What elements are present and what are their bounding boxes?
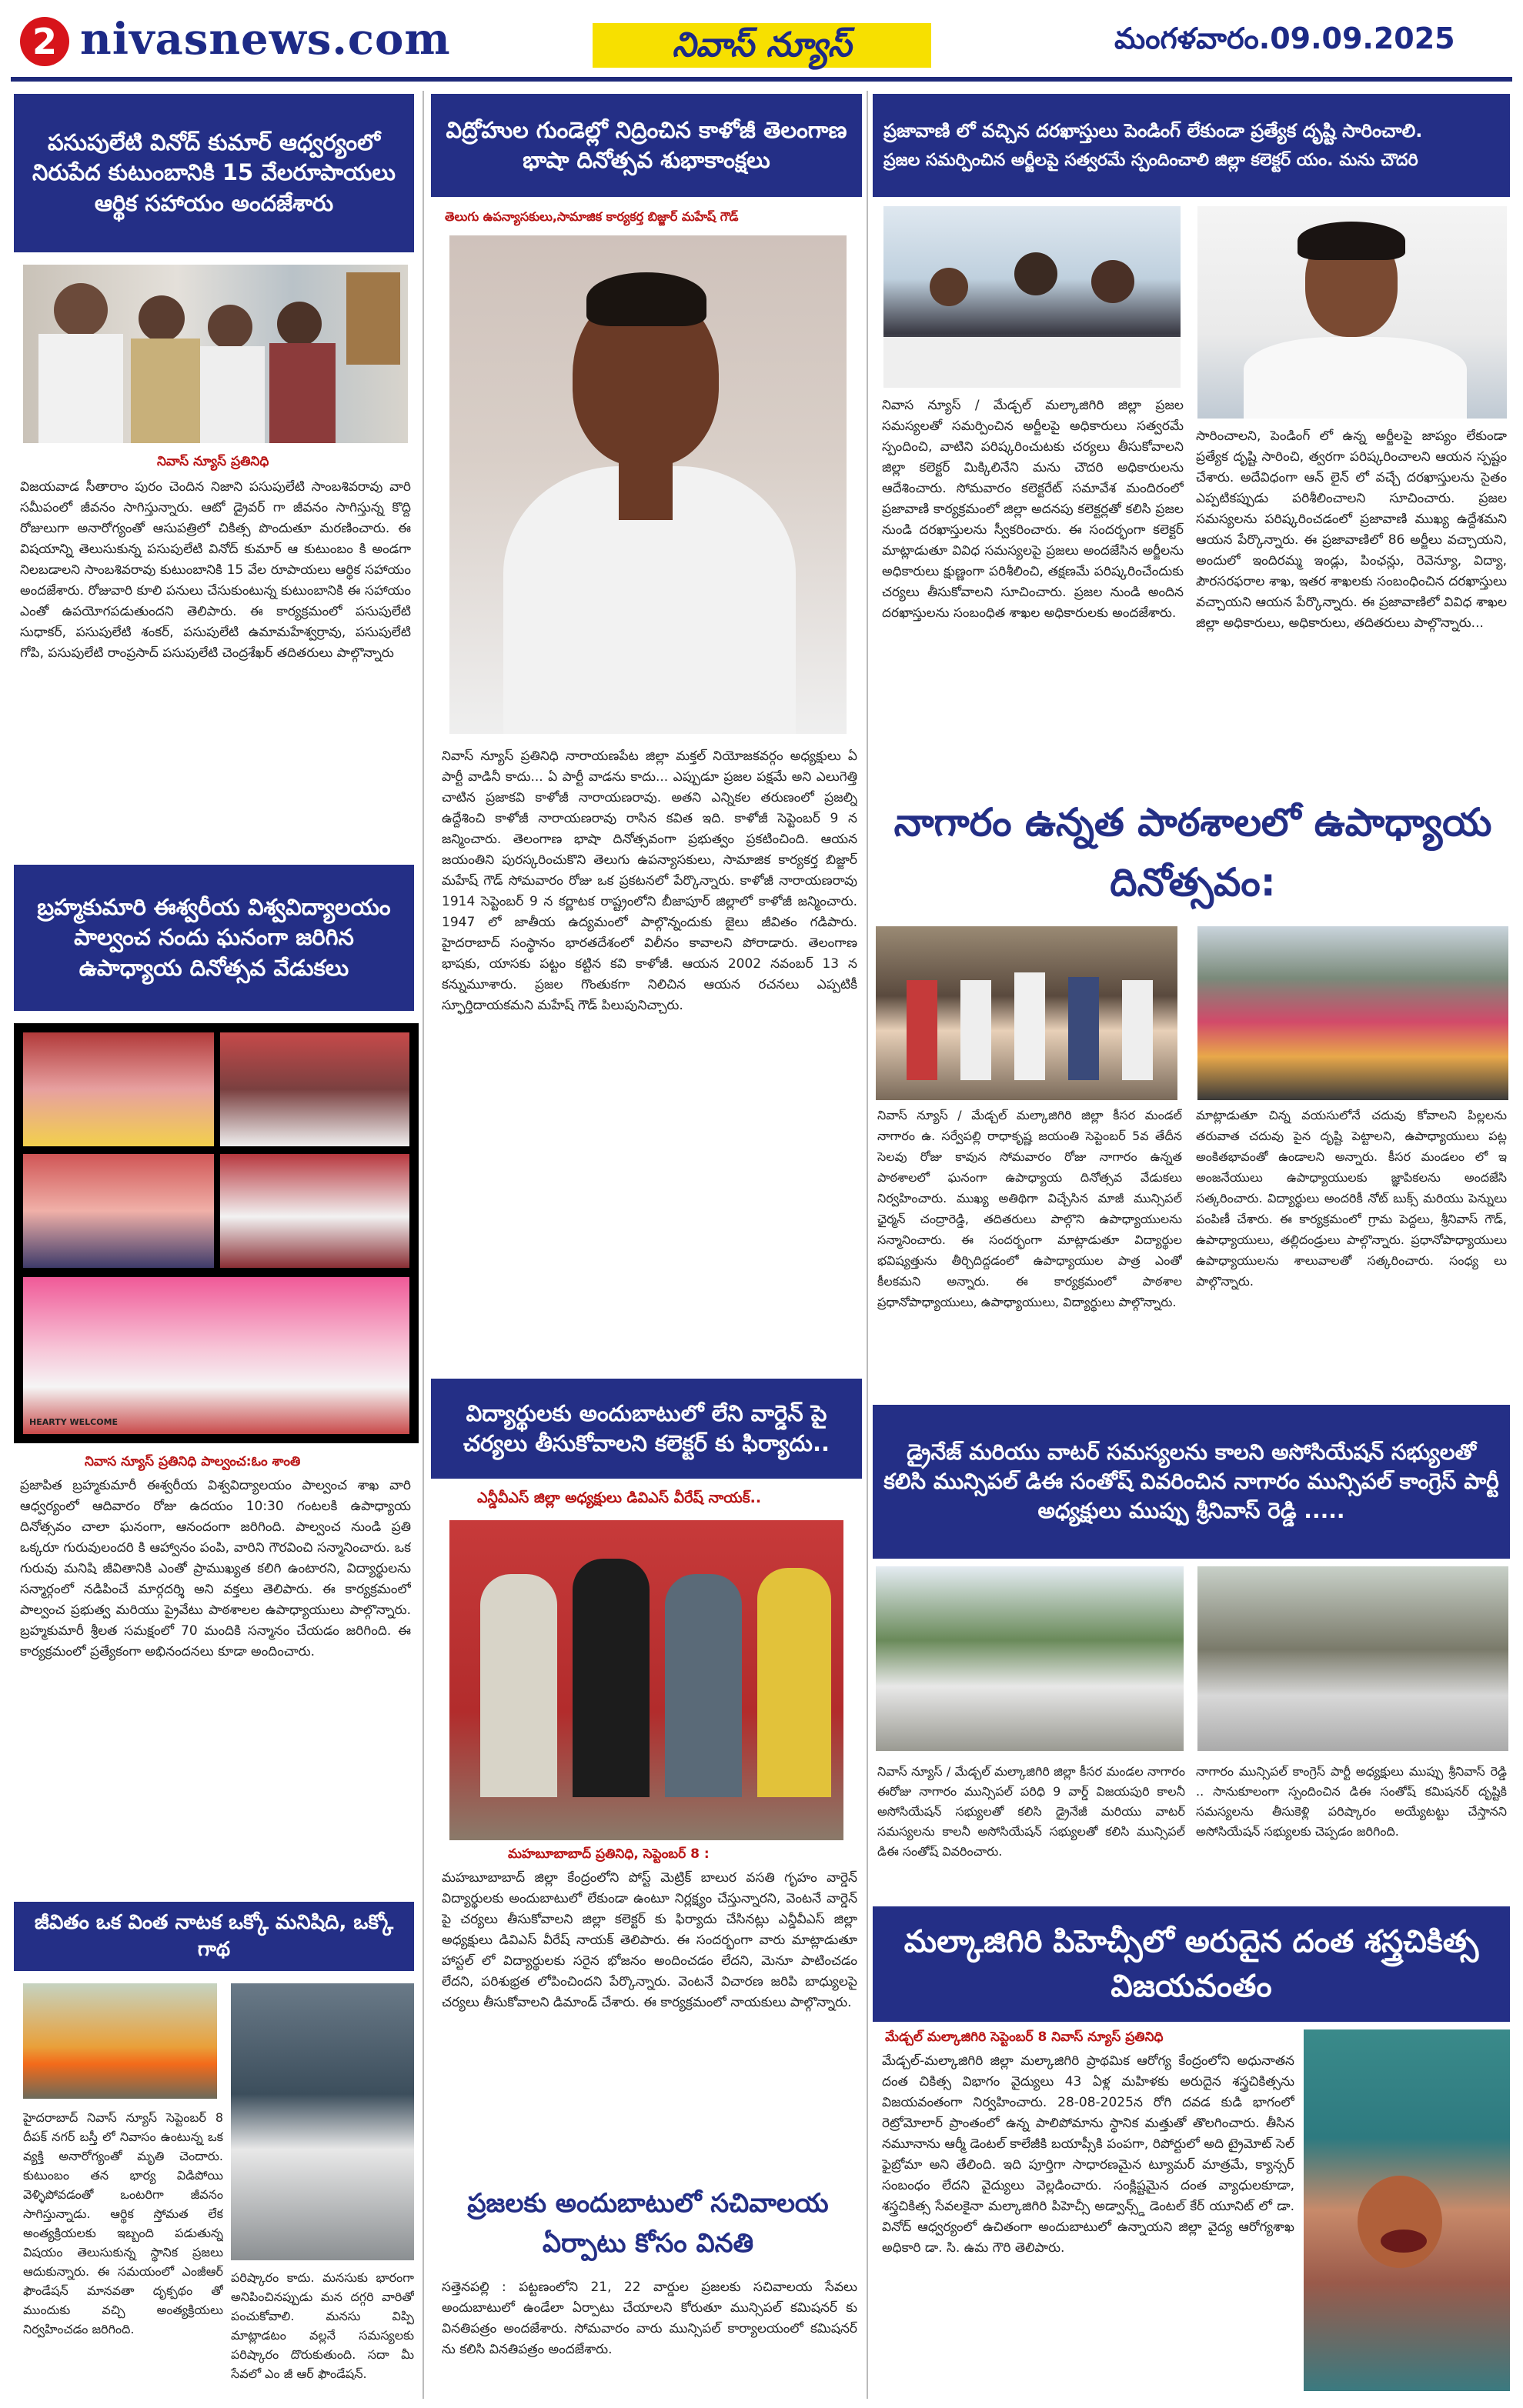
col2-art2-headline: విద్యార్థులకు అందుబాటులో లేని వార్డెన్ పై చర్యలు తీసుకోవాలని కలెక్టర్ కు ఫిర్యాదు..	[431, 1379, 862, 1479]
col2-art2-byline: మహబూబాబాద్ ప్రతినిధి, సెప్టెంబర్ 8 :	[508, 1846, 710, 1862]
col2-art3-headline: ప్రజలకు అందుబాటులో సచివాలయ ఏర్పాటు కోసం వినతి	[467, 2188, 829, 2259]
col1-art3-headline: జీవితం ఒక వింత నాటక ఒక్కో మనిషిది, ఒక్కో గాథ	[14, 1902, 414, 1971]
col1-art1-headline: పసుపులేటి వినోద్ కుమార్ ఆధ్వర్యంలో నిరుపేద కుటుంబానికి 15 వేలరూపాయలు ఆర్థిక సహాయం అందజేశారు	[14, 94, 414, 252]
site-url[interactable]: nivasnews.com	[80, 14, 451, 65]
col3-art2-photo-group	[1197, 926, 1508, 1100]
col1-art3-photo-fire	[23, 1983, 217, 2099]
col3-art1-photo-meeting	[883, 206, 1181, 388]
col3-art2-photo-ceremony	[876, 926, 1177, 1100]
hearty-welcome-label: HEARTY WELCOME	[29, 1417, 119, 1427]
col1-art3-photo-people	[231, 1983, 414, 2260]
col3-art1-headline: ప్రజావాణి లో వచ్చిన దరఖాస్తులు పెండింగ్ లేకుండా ప్రత్యేక దృష్టి సారించాలి. ప్రజల సమర్పించిన అర్జీలపై సత్వరమే స్పందించాలి జిల్లా కలెక్టర్ యం. మను చౌదరి	[873, 94, 1510, 197]
col2-art1-subline: తెలుగు ఉపన్యాసకులు,సామాజిక కార్యకర్త బిజ్జార్ మహేష్ గౌడ్	[445, 209, 739, 224]
column-divider-2	[867, 91, 868, 2399]
col3-art1-headline2: ప్రజల సమర్పించిన అర్జీలపై సత్వరమే స్పందించాలి జిల్లా కలెక్టర్ యం. మను చౌదరి	[883, 151, 1418, 171]
col3-art1-photo-collector	[1197, 206, 1507, 419]
col2-art1-body: నివాస్ న్యూస్ ప్రతినిధి నారాయణపేట జిల్లా మక్తల్ నియోజకవర్గం అధ్యక్షులు ఏ పార్టీ వాడినీ కాదు... ఏ పార్టీ వాడను కాదు... ఎప్పుడూ ప్రజల పక్షమే అని ఎలుగెత్తి చాటిన ప్రజాకవి కాళోజీ నారాయణరావు. అతని ఎన్నికల తరుణంలో ప్రజల్ని ఉద్దేశించి కాళోజీ నారాయణరావు రాసిన కవిత ఇది. కాళోజీ సెప్టెంబర్ 9 న జన్మించారు. తెలంగాణ భాషా దినోత్సవంగా ప్రభుత్వం ప్రకటించింది. ఆయన జయంతిని పురస్కరించుకొని తెలుగు ఉపన్యాసకులు, సామాజిక కార్యకర్త బిజ్జార్ మహేష్ గౌడ్ సోమవారం రోజు ఒక ప్రకటనలో పేర్కొన్నారు. కాళోజీ నారాయణరావు 1914 సెప్టెంబర్ 9 న కర్ణాటక రాష్ట్రంలోని బీజాపూర్ జిల్లాలో కాళోజీ జన్మించారు. 1947 లో జాతీయ ఉద్యమంలో పాల్గొన్నందుకు జైలు జీవితం గడిపారు. హైదరాబాద్ సంస్థానం భారతదేశంలో విలీనం కావాలని పోరాడారు. తెలంగాణ భాషకు, యాసకు పట్టం కట్టిన కవి కాళోజీ. ఆయన 2002 నవంబర్ 13 న కన్నుమూశారు. ప్రజల గొంతుకగా నిలిచిన ఆయన రచనలు ఎప్పటికీ స్ఫూర్తిదాయకమని మహేష్ గౌడ్ పిలుపునిచ్చారు.	[442, 749, 857, 1013]
col1-art1-byline: నివాస్ న్యూస్ ప్రతినిధి	[157, 454, 269, 469]
col2-art1-headline: విద్రోహుల గుండెల్లో నిద్రించిన కాళోజీ తెలంగాణ భాషా దినోత్సవ శుభాకాంక్షలు	[431, 94, 862, 197]
col1-art2-headline: బ్రహ్మకుమారి ఈశ్వరీయ విశ్వవిద్యాలయం పాల్వంచ నందు ఘనంగా జరిగిన ఉపాధ్యాయ దినోత్సవ వేడుకలు	[14, 865, 414, 1011]
col3-art1-body-left: నివాస న్యూస్ / మేడ్చల్ మల్కాజిగిరి జిల్లా ప్రజల సమస్యలతో సమర్పించిన అర్జీలపై అధికారులు సత్వరమే స్పందించి, వాటిని పరిష్కరించుటకు చర్యలు తీసుకోవాలని జిల్లా కలెక్టర్ మిక్కిలినేని మను చౌదరి అధికారులను ఆదేశించారు. సోమవారం కలెక్టరేట్ సమావేశ మందిరంలో ప్రజావాణి కార్యక్రమంలో జిల్లా అదనపు కలెక్టర్లతో కలిసి ప్రజల నుండి దరఖాస్తులను స్వీకరించారు. ఈ సందర్భంగా కలెక్టర్ మాట్లాడుతూ వివిధ సమస్యలపై ప్రజలు అందజేసిన అర్జీలను అధికారులు క్షుణ్ణంగా పరిశీలించి, తక్షణమే పరిష్కరించేందుకు చర్యలు తీసుకోవాలని సూచించారు. ప్రజల నుండి అందిన దరఖాస్తులను సంబంధిత శాఖల అధికారులకు అందజేశారు.	[882, 398, 1184, 621]
issue-date: మంగళవారం.09.09.2025	[1114, 22, 1455, 55]
column-divider-1	[422, 91, 424, 2399]
col3-art4-byline: మేడ్చల్ మల్కాజిగిరి సెప్టెంబర్ 8 నివాస్ న్యూస్ ప్రతినిధి	[885, 2029, 1164, 2045]
col3-art4-photo-dental	[1304, 2029, 1510, 2391]
col1-art2-body: ప్రజాపిత బ్రహ్మకుమారీ ఈశ్వరీయ విశ్వవిద్యాలయం పాల్వంచ శాఖ వారి ఆధ్వర్యంలో ఆదివారం రోజు ఉదయం 10:30 గంటలకి ఉపాధ్యాయ దినోత్సవం చాలా ఘనంగా, ఆనందంగా జరిగింది. పాల్వంచ నుండి ప్రతి ఒక్కరూ గురువులందరి కి ఆహ్వానం పంపి, వారిని గౌరవించి సన్మానించారు. ఒక గురువు మనిషి జీవితానికి ఎంతో ప్రాముఖ్యత కలిగి ఉంటారని, విద్యార్థులను సన్మార్గంలో నడిపించే మార్గదర్శి అని వక్తలు తెలిపారు. ఈ కార్యక్రమంలో పాల్వంచ ప్రభుత్వ మరియు ప్రైవేటు పాఠశాలల ఉపాధ్యాయులు పాల్గొన్నారు. బ్రహ్మకుమారీ శ్రీలత సమక్షంలో 70 మందికి సన్మానం చేయడం జరిగింది. ఈ కార్యక్రమంలో ప్రత్యేకంగా అభినందనలు కూడా అందించారు.	[20, 1478, 411, 1659]
col2-art3-body: సత్తెనపల్లి : పట్టణంలోని 21, 22 వార్డుల ప్రజలకు సచివాలయ సేవలు అందుబాటులో ఉండేలా ఏర్పాటు చేయాలని కోరుతూ మున్సిపల్ కమిషనర్ కు వినతిపత్రం అందజేశారు. సోమవారం వారు మున్సిపల్ కార్యాలయంలో కమిషనర్ ను కలిసి వినతిపత్రం అందజేశారు.	[442, 2280, 857, 2357]
col2-art1-portrait	[449, 235, 847, 734]
col2-art2-subline: ఎన్డీవీఎస్ జిల్లా అధ్యక్షులు డివిఎస్ వీరేష్ నాయక్..	[477, 1489, 762, 1506]
col2-art2-body: మహబూబాబాద్ జిల్లా కేంద్రంలోని పోస్ట్ మెట్రిక్ బాలుర వసతి గృహం వార్డెన్ విద్యార్థులకు అందుబాటులో లేకుండా ఉంటూ నిర్లక్ష్యం చేస్తున్నారని, వెంటనే వార్డెన్ పై చర్యలు తీసుకోవాలని జిల్లా కలెక్టర్ కు ఫిర్యాదు చేసినట్లు ఎన్డీవీఎస్ జిల్లా అధ్యక్షులు డివిఎస్ వీరేష్ నాయక్ తెలిపారు. ఈ సందర్భంగా వారు మాట్లాడుతూ హాస్టల్ లో విద్యార్థులకు సరైన భోజనం అందించడం లేదని, మెనూ పాటించడం లేదని, పరిశుభ్రత లోపించిందని పేర్కొన్నారు. వెంటనే విచారణ జరిపి బాధ్యులపై చర్యలు తీసుకోవాలని డిమాండ్ చేశారు. ఈ కార్యక్రమంలో నాయకులు పాల్గొన్నారు.	[442, 1870, 857, 2010]
col3-art3-body-left: నివాస్ న్యూస్ / మేడ్చల్ మల్కాజిగిరి జిల్లా కీసర మండల నాగారం ఈరోజు నాగారం మున్సిపల్ పరిధి 9 వార్డ్ విజయపురి కాలనీ అసోసియేషన్ సభ్యులతో కలిసి డ్రైనేజీ మరియు వాటర్ సమస్యలను కాలనీ అసోసియేషన్ సభ్యులతో కలిసి మున్సిపల్ డిఈ సంతోష్ వివరించారు.	[877, 1764, 1185, 1859]
col3-art1-body-right: సారించాలని, పెండింగ్ లో ఉన్న అర్జీలపై జాప్యం లేకుండా ప్రత్యేక దృష్టి సారించి, త్వరగా పరిష్కరించాలని ఆయన స్పష్టం చేశారు. అదేవిధంగా ఆన్ లైన్ లో వచ్చే దరఖాస్తులను సైతం ఎప్పటికప్పుడు పరిశీలించాలని సూచించారు. ప్రజల సమస్యలను పరిష్కరించడంలో ప్రజావాణి ముఖ్య ఉద్దేశమని ఆయన పేర్కొన్నారు. ఈ ప్రజావాణిలో 86 అర్జీలు వచ్చాయని, అందులో ఇందిరమ్మ ఇండ్లు, పింఛన్లు, రెవెన్యూ, విద్యా, పౌరసరఫరాల శాఖ, ఇతర శాఖలకు సంబంధించిన దరఖాస్తులు వచ్చాయని ఆయన పేర్కొన్నారు. ఈ ప్రజావాణిలో వివిధ శాఖల జిల్లా అధికారులు, అధికారులు, తదితరులు పాల్గొన్నారు...	[1196, 429, 1507, 631]
page-number: 2	[20, 17, 69, 66]
paper-name: నివాస్ న్యూస్	[593, 23, 931, 68]
col3-art2-body-right: మాట్లాడుతూ చిన్న వయసులోనే చదువు కోవాలని పిల్లలను తరువాత చదువు పైన దృష్టి పెట్టాలని, ఉపాధ్యాయులు పట్ల అంకితభావంతో ఉండాలని అన్నారు. కీసర మండలం లో ఇ అంజనేయులు ఉపాధ్యాయులకు జ్ఞాపికలను అందజేసి సత్కరించారు. విద్యార్థులు అందరికీ నోట్ బుక్స్ మరియు పెన్నులు పంపిణీ చేశారు. ఈ కార్యక్రమంలో గ్రామ పెద్దలు, శ్రీనివాస్ గౌడ్, ఉపాధ్యాయులు, తల్లిదండ్రులు పాల్గొన్నారు. ప్రధానోపాధ్యాయులు ఉపాధ్యాయులను శాలువాలతో సత్కరించారు. సంధ్య లు పాల్గొన్నారు.	[1196, 1108, 1507, 1289]
col1-art3-body-left: హైదరాబాద్ నివాస్ న్యూస్ సెప్టెంబర్ 8 దీపక్ నగర్ బస్తీ లో నివాసం ఉంటున్న ఒక వ్యక్తి అనారోగ్యంతో మృతి చెందారు. కుటుంబం తన భార్య విడిపోయి వెళ్ళిపోవడంతో ఒంటరిగా జీవనం సాగిస్తున్నాడు. ఆర్థిక స్తోమత లేక అంత్యక్రియలకు ఇబ్బంది పడుతున్న విషయం తెలుసుకున్న స్థానిక ప్రజలు ఆదుకున్నారు. ఈ సమయంలో ఎంజీఆర్ ఫౌండేషన్ మానవతా దృక్పథం తో ముందుకు వచ్చి అంత్యక్రియలు నిర్వహించడం జరిగింది.	[23, 2110, 223, 2336]
col1-art3-body-right: పరిష్కారం కాదు. మనసుకు భారంగా అనిపించినప్పుడు మన దగ్గరి వారితో పంచుకోవాలి. మనసు విప్పి మాట్లాడటం వల్లనే సమస్యలకు పరిష్కారం దొరుకుతుంది. సదా మీ సేవలో ఎం జీ ఆర్ ఫౌండేషన్.	[231, 2270, 414, 2381]
col3-art3-photo-left	[876, 1566, 1184, 1751]
col3-art3-photo-right	[1197, 1566, 1508, 1751]
col1-art1-body: విజయవాడ సీతారాం పురం చెందిన నిజాని పసుపులేటి సాంబశివరావు వారి సమీపంలో జీవనం సాగిస్తున్నారు. ఆటో డ్రైవర్ గా జీవనం సాగిస్తున్న కొద్ది రోజులుగా అనారోగ్యంతో ఆసుపత్రిలో చికిత్స పొందుతూ మరణించారు. ఈ విషయాన్ని తెలుసుకున్న పసుపులేటి వినోద్ కుమార్ ఆ కుటుంబం కి అండగా నిలబడాలని సాంబశివరావు కుటుంబానికి 15 వేల రూపాయలు ఆర్థిక సహాయం అందజేశారు. రోజువారి కూలి పనులు చేసుకుంటున్న కుటుంబానికి ఈ సహాయం ఎంతో ఉపయోగపడుతుందని తెలిపారు. ఈ కార్యక్రమంలో పసుపులేటి సుధాకర్, పసుపులేటి శంకర్, పసుపులేటి ఉమామహేశ్వర్రావు, పసుపులేటి గోపి, పసుపులేటి రాంప్రసాద్ పసుపులేటి చెంద్రశేఖర్ తదితరులు పాల్గొన్నారు	[20, 479, 411, 661]
col1-art1-photo	[23, 265, 408, 443]
col3-art2-body-left: నివాస్ న్యూస్ / మేడ్చల్ మల్కాజిగిరి జిల్లా కీసర మండల్ నాగారం ఉ. సర్వేపల్లి రాధాకృష్ణ జయంతి సెప్టెంబర్ 5వ తేదీన సెలవు రోజు కావున సోమవారం రోజు నాగారం ఉన్నత పాఠశాలలో ఘనంగా ఉపాధ్యాయ దినోత్సవ వేడుకలు నిర్వహించారు. ముఖ్య అతిథిగా విచ్చేసిన మాజీ మున్సిపల్ ఛైర్మన్ చంద్రారెడ్డి, తదితరులు పాల్గొని ఉపాధ్యాయులను సన్మానించారు. ఈ సందర్భంగా మాట్లాడుతూ విద్యార్థుల భవిష్యత్తును తీర్చిదిద్దడంలో ఉపాధ్యాయుల పాత్ర ఎంతో కీలకమని అన్నారు. ఈ కార్యక్రమంలో పాఠశాల ప్రధానోపాధ్యాయులు, ఉపాధ్యాయులు, విద్యార్థులు పాల్గొన్నారు.	[877, 1108, 1182, 1309]
col3-art2-headline: నాగారం ఉన్నత పాఠశాలలో ఉపాధ్యాయ దినోత్సవం:	[893, 800, 1492, 905]
col3-art4-body: మేడ్చల్-మల్కాజిగిరి జిల్లా మల్కాజిగిరి ప్రాథమిక ఆరోగ్య కేంద్రంలోని అధునాతన దంత చికిత్స విభాగం వైద్యులు 43 ఏళ్ల మహిళకు అరుదైన శస్త్రచికిత్సను విజయవంతంగా నిర్వహించారు. 28-08-2025న రోగి దవడ కుడి భాగంలో రెట్రోమోలార్ ప్రాంతంలో ఉన్న పాలిపోమాను స్థానిక మత్తుతో తొలగించారు. తీసిన నమూనాను ఆర్మీ డెంటల్ కాలేజీకి బయాప్సీకి పంపగా, రిపోర్టులో అది ట్రైమోట్ సెల్ ఫైబ్రోమా అని తేలింది. ఇది పూర్తిగా సాధారణమైన ట్యూమర్ మాత్రమే, క్యాన్సర్ సంబంధం లేదని వైద్యులు వెల్లడించారు. సంక్లిష్టమైన దంత వ్యాధులకూడా, శస్త్రచికిత్స సేవలకైనా మల్కాజిగిరి పిహెచ్సీ అడ్వాన్స్డ్ డెంటల్ కేర్ యూనిట్ లో డా. వినోద్ ఆధ్వర్యంలో ఉచితంగా అందుబాటులో ఉన్నాయని జిల్లా వైద్య ఆరోగ్యశాఖ అధికారి డా. సి. ఉమ గౌరి తెలిపారు.	[882, 2053, 1294, 2256]
col3-art3-body-right: నాగారం మున్సిపల్ కాంగ్రెస్ పార్టీ అధ్యక్షులు ముప్పు శ్రీనివాస్ రెడ్డి .. సానుకూలంగా స్పందించిన డిఈ సంతోష్ కమిషనర్ దృష్టికి సమస్యలను తీసుకెళ్లి పరిష్కారం అయ్యేటట్టు చేస్తానని అసోసియేషన్ సభ్యులకు చెప్పడం జరిగింది.	[1196, 1764, 1507, 1839]
col1-art2-byline: నివాస న్యూస్ ప్రతినిధి పాల్వంచ:ఓం శాంతి	[85, 1454, 301, 1469]
col2-art2-photo	[449, 1520, 843, 1840]
col3-art4-headline: మల్కాజిగిరి పిహెచ్సీలో అరుదైన దంత శస్త్రచికిత్స విజయవంతం	[873, 1906, 1510, 2022]
col1-art2-photo-collage	[14, 1023, 419, 1443]
col3-art3-headline: డ్రైనేజ్ మరియు వాటర్ సమస్యలను కాలని అసోసియేషన్ సభ్యులతో కలిసి మున్సిపల్ డిఈ సంతోష్ వివరించిన నాగారం మున్సిపల్ కాంగ్రెస్ పార్టీ అధ్యక్షులు ముప్పు శ్రీనివాస్ రెడ్డి .....	[873, 1405, 1510, 1559]
